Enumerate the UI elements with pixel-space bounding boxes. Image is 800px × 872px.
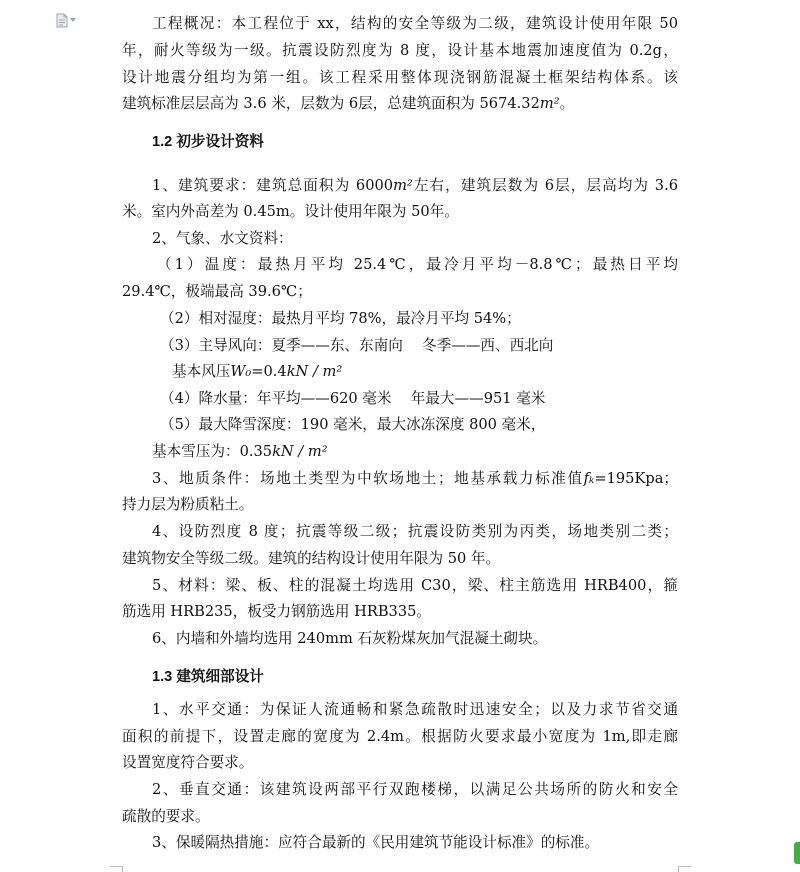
snow-depth-line: （5）最大降雪深度：190 毫米，最大冰冻深度 800 毫米， [160, 416, 546, 433]
humidity-line: （2）相对湿度：最热月平均 78%，最冷月平均 54%； [160, 310, 521, 327]
wind-pressure-symbol: W₀ [230, 363, 252, 380]
req-floor-text: 左右，建筑层数为 6层，层高均为 3.6 [412, 177, 678, 194]
margin-mark-right [678, 866, 691, 872]
wind-pressure-line [172, 359, 342, 385]
horizontal-traffic-line-1: 1、水平交通：为保证人流通畅和紧急疏散时迅速安全；以及力求节省交通 [152, 701, 678, 718]
document-icon [56, 13, 68, 28]
walls-line: 6、内墙和外墙均选用 240mm 石灰粉煤灰加气混凝土砌块。 [152, 630, 548, 647]
document-menu[interactable] [56, 12, 78, 28]
vertical-traffic-line-1: 2、垂直交通：该建筑设两部平行双跑楼梯，以满足公共场所的防火和安全 [152, 781, 678, 798]
temperature-line-2: 29.4℃，极端最高 39.6℃； [122, 283, 312, 300]
wind-pressure-label: 基本风压 [172, 363, 231, 380]
page-margin-marks [0, 866, 800, 872]
req-line-2: 米。室内外高差为 0.45m。设计使用年限为 50年。 [122, 203, 459, 220]
wind-pressure-value: =0.4 [251, 363, 287, 380]
overview-area-text: 建筑标准层层高为 3.6 米，层数为 6层，总建筑面积为 5674.32 [122, 95, 540, 112]
margin-mark-left [110, 866, 123, 872]
geology-line-1 [152, 466, 678, 492]
geology-line-2: 持力层为粉质粘土。 [122, 496, 254, 513]
bearing-capacity-symbol: fₖ [583, 470, 595, 487]
snow-pressure-line [152, 439, 328, 465]
horizontal-traffic-line-3: 设置宽度符合要求。 [122, 754, 254, 771]
area-unit: m² [393, 177, 413, 194]
snow-pressure-unit: kN / m² [272, 443, 328, 460]
rainfall-line: （4）降水量：年平均——620 毫米 年最大——951 毫米 [160, 390, 546, 407]
req-line-1 [152, 173, 678, 199]
geology-text: 3、地质条件：场地土类型为中软场地土；地基承载力标准值 [152, 470, 584, 487]
side-panel-handle[interactable] [794, 842, 800, 864]
section-heading-1-3: 1.3 建筑细部设计 [152, 669, 264, 685]
vertical-traffic-line-2: 疏散的要求。 [122, 808, 210, 825]
overview-line-4-end: 。 [559, 95, 575, 112]
seismic-line-2: 建筑物安全等级二级。建筑的结构设计使用年限为 50 年。 [122, 550, 501, 567]
climate-title: 2、气象、水文资料： [152, 230, 293, 247]
snow-pressure-label: 基本雪压为：0.35 [152, 443, 273, 460]
horizontal-traffic-line-2: 面积的前提下，设置走廊的宽度为 2.4m。根据防火要求最小宽度为 1m,即走廊 [122, 728, 678, 745]
area-unit: m² [539, 95, 560, 112]
chevron-down-icon [70, 18, 76, 22]
insulation-line: 3、保暖隔热措施：应符合最新的《民用建筑节能设计标准》的标准。 [152, 834, 600, 851]
bearing-capacity-value: =195Kpa； [594, 470, 678, 487]
wind-pressure-unit: kN / m² [286, 363, 343, 380]
req-area-text: 1、建筑要求：建筑总面积为 6000 [152, 177, 394, 194]
overview-line-3: 设计地震分组均为第一组。该工程采用整体现浇钢筋混凝土框架结构体系。该 [122, 69, 678, 86]
materials-line-2: 筋选用 HRB235，板受力钢筋选用 HRB335。 [122, 603, 431, 620]
overview-line-4 [122, 91, 574, 117]
section-heading-1-2: 1.2 初步设计资料 [152, 134, 264, 150]
overview-line-1: 工程概况：本工程位于 xx，结构的安全等级为二级，建筑设计使用年限 50 [152, 15, 678, 32]
seismic-line-1: 4、设防烈度 8 度；抗震等级二级；抗震设防类别为丙类，场地类别二类； [152, 523, 678, 540]
wind-direction-line: （3）主导风向：夏季——东、东南向 冬季——西、西北向 [160, 337, 554, 354]
temperature-line-1: （1）温度：最热月平均 25.4℃，最冷月平均－8.8℃；最热日平均 [157, 256, 678, 273]
overview-line-2: 年，耐火等级为一级。抗震设防烈度为 8 度，设计基本地震加速度值为 0.2g， [122, 42, 678, 59]
materials-line-1: 5、材料：梁、板、柱的混凝土均选用 C30，梁、柱主筋选用 HRB400，箍 [152, 577, 678, 594]
